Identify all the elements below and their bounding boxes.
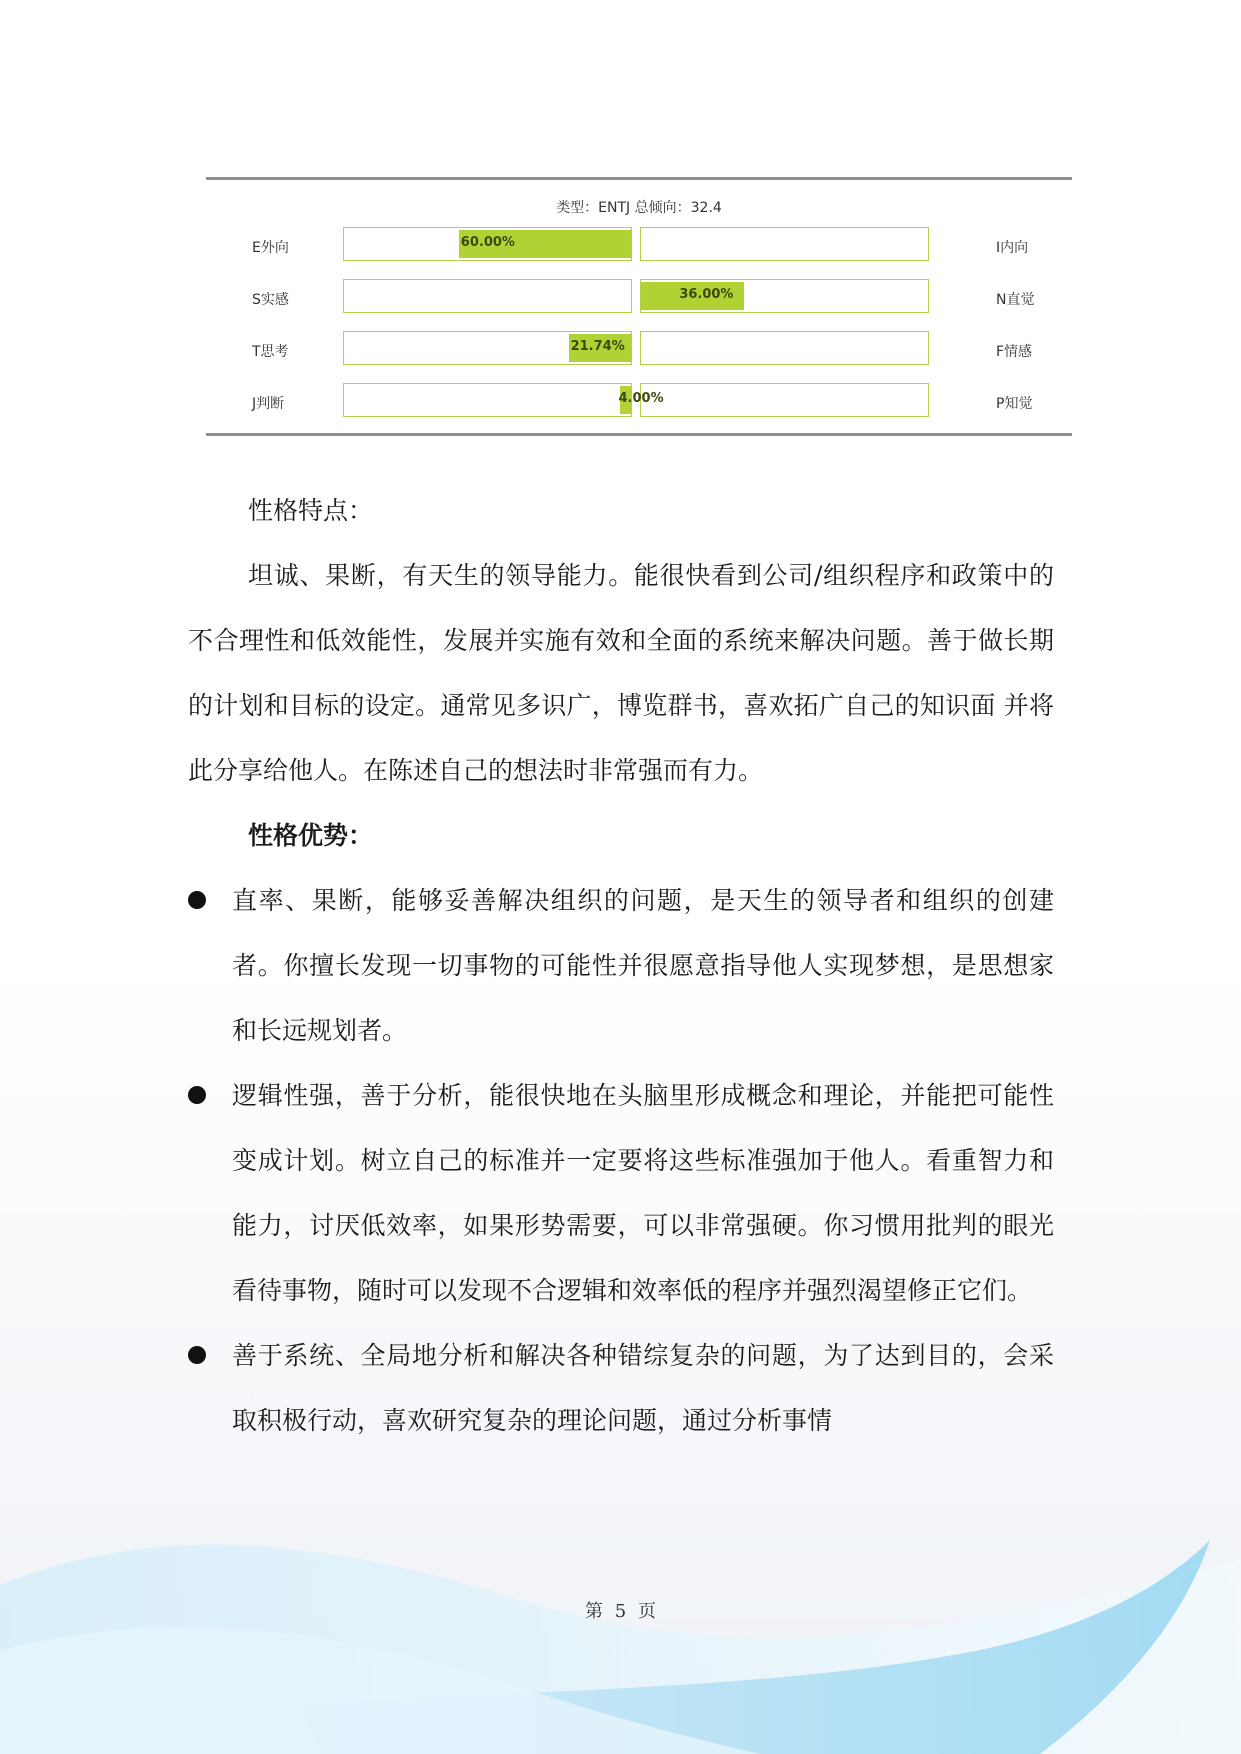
dimension-left-label: S实感 [252,292,289,308]
list-item [188,868,1054,1063]
strengths-heading-text: 性格优势： [248,821,374,850]
dimension-right-label: N直觉 [996,292,1035,308]
page-number: 第 5 页 [585,1601,656,1622]
chart-title: 类型：ENTJ 总倾向：32.4 [556,200,722,216]
document-body [188,478,1054,1453]
chart-bottom-rule [206,433,1072,436]
dimension-row [206,383,1072,421]
traits-paragraph: 坦诚、果断，有天生的领导能力。能很快看到公司/组织程序和政策中的不合理性和低效能性，发展并实施有效和全面的系统来解决问题。善于做长期的计划和目标的设定。通常见多识广，博览群书，喜欢拓广自己的知识面 并将此分享给他人。在陈述自己的想法时非常强而有力。 [188,561,1054,785]
mbti-chart [206,177,1072,437]
list-item-text: 善于系统、全局地分析和解决各种错综复杂的问题，为了达到目的，会采取积极行动，喜欢研究复杂的理论问题，通过分析事情 [232,1341,1054,1435]
dimension-row [206,279,1072,317]
list-item-text: 直率、果断，能够妥善解决组织的问题，是天生的领导者和组织的创建者。你擅长发现一切事物的可能性并很愿意指导他人实现梦想，是思想家和长远规划者。 [232,886,1054,1045]
dimension-row [206,331,1072,369]
dimension-right-label: P知觉 [996,396,1033,412]
bar-track-right [640,227,929,261]
traits-heading: 性格特点： [248,496,374,525]
list-item [188,1323,1054,1453]
bullet-icon [188,891,206,909]
list-item-text: 逻辑性强，善于分析，能很快地在头脑里形成概念和理论，并能把可能性变成计划。树立自己的标准并一定要将这些标准强加于他人。看重智力和能力，讨厌低效率，如果形势需要，可以非常强硬。你习惯用批判的眼光看待事物，随时可以发现不合逻辑和效率低的程序并强烈渴望修正它们。 [232,1081,1054,1305]
bar-track-right [640,383,929,417]
bullet-icon [188,1346,206,1364]
dimension-right-label: F情感 [996,344,1033,360]
dimension-left-label: J判断 [252,396,285,412]
bar-track-right [640,331,929,365]
bar-value-label: 60.00% [460,235,515,250]
dimension-left-label: T思考 [252,344,289,360]
bar-track-left [343,279,632,313]
dimension-left-label: E外向 [252,240,289,256]
chart-top-rule [206,177,1072,180]
bar-value-label: 36.00% [679,287,734,302]
bar-track-left [343,383,632,417]
bar-value-label: 21.74% [570,339,625,354]
list-item [188,1063,1054,1323]
strengths-heading [188,803,1054,868]
dimension-right-label: I内向 [996,240,1029,256]
dimension-row [206,227,1072,265]
strengths-list [188,868,1054,1453]
bar-value-label: 4.00% [618,391,664,406]
bullet-icon [188,1086,206,1104]
